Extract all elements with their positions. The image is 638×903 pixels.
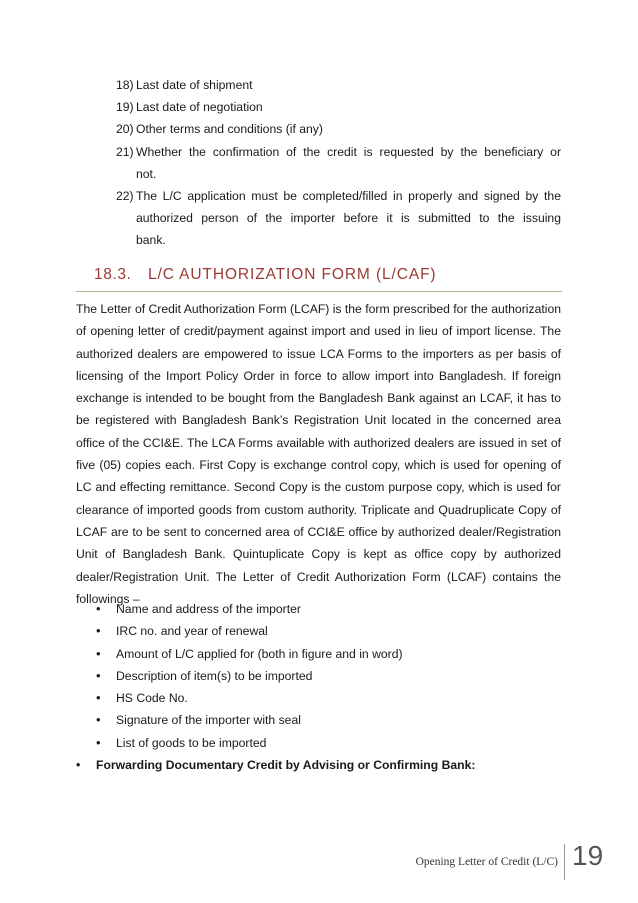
- forwarding-heading: [76, 754, 561, 776]
- list-item: [116, 96, 561, 118]
- list-item: [116, 118, 561, 140]
- bullet-list: [96, 598, 561, 754]
- bullet-icon: •: [76, 758, 81, 772]
- item-number: 18): [116, 78, 134, 92]
- bullet-item: • HS Code No.: [96, 687, 561, 709]
- bullet-item: • IRC no. and year of renewal: [96, 620, 561, 642]
- item-text-line: bank.: [136, 233, 166, 248]
- item-text-line: The L/C application must be completed/filled in properly and signed by the: [136, 189, 561, 204]
- item-number: 20): [116, 122, 134, 137]
- forwarding-text: Forwarding Documentary Credit by Advising or Confirming Bank:: [96, 758, 476, 772]
- bullet-item: • Amount of L/C applied for (both in figure and in word): [96, 643, 561, 665]
- bullet-item: • List of goods to be imported: [96, 732, 561, 754]
- bullet-item: • Name and address of the importer: [96, 598, 561, 620]
- item-number: 19): [116, 100, 134, 115]
- numbered-list: [116, 74, 561, 252]
- item-number: 22): [116, 189, 134, 204]
- footer-title: Opening Letter of Credit (L/C): [415, 856, 558, 868]
- bullet-item: • Signature of the importer with seal: [96, 709, 561, 731]
- item-text-line: authorized person of the importer before it is submitted to the issuing: [136, 211, 561, 226]
- item-text: Last date of negotiation: [136, 100, 263, 115]
- list-item: [116, 74, 561, 96]
- item-text: Last date of shipment: [136, 78, 253, 92]
- item-number: 21): [116, 144, 134, 159]
- item-text-line: Whether the confirmation of the credit is requested by the beneficiary or: [136, 144, 561, 159]
- item-text: [136, 185, 561, 252]
- footer-divider: [564, 844, 565, 880]
- list-item: [116, 185, 561, 252]
- section-title: L/C AUTHORIZATION FORM (L/CAF): [148, 266, 437, 283]
- list-item: [116, 141, 561, 185]
- body-paragraph: The Letter of Credit Authorization Form (LCAF) is the form prescribed for the authorization of opening letter of credit/payment against import and used in lieu of import license. The authorized dealers are empowered to issue LCA Forms to the importers as per basis of licensing of the Import Policy Order in force to allow import into Bangladesh. If foreign exchange is intended to be bought from the Bangladesh Bank against an LCAF, it has to be registered with Bangladesh Bank’s Registration Unit located in the concerned area office of the CCI&E. The LCA Forms available with authorized dealers are issued in set of five (05) copies each. First Copy is exchange control copy, which is used for opening of LC and effecting remittance. Second Copy is the custom purpose copy, which is used for clearance of imported goods from custom authority. Triplicate and Quadruplicate Copy of LCAF are to be sent to concerned area of CCI&E office by authorized dealer/Registration Unit of Bangladesh Bank. Quintuplicate Copy is kept as office copy by authorized dealer/Registration Unit. The Letter of Credit Authorization Form (LCAF) contains the followings –: [76, 302, 561, 606]
- bullet-item: • Description of item(s) to be imported: [96, 665, 561, 687]
- section-number: 18.3.: [94, 266, 132, 283]
- section-heading: [76, 264, 562, 292]
- page-number: 19: [572, 840, 604, 871]
- item-text: [136, 141, 561, 185]
- page-footer: [0, 838, 638, 888]
- item-text: Other terms and conditions (if any): [136, 122, 323, 137]
- item-text-line: not.: [136, 166, 157, 181]
